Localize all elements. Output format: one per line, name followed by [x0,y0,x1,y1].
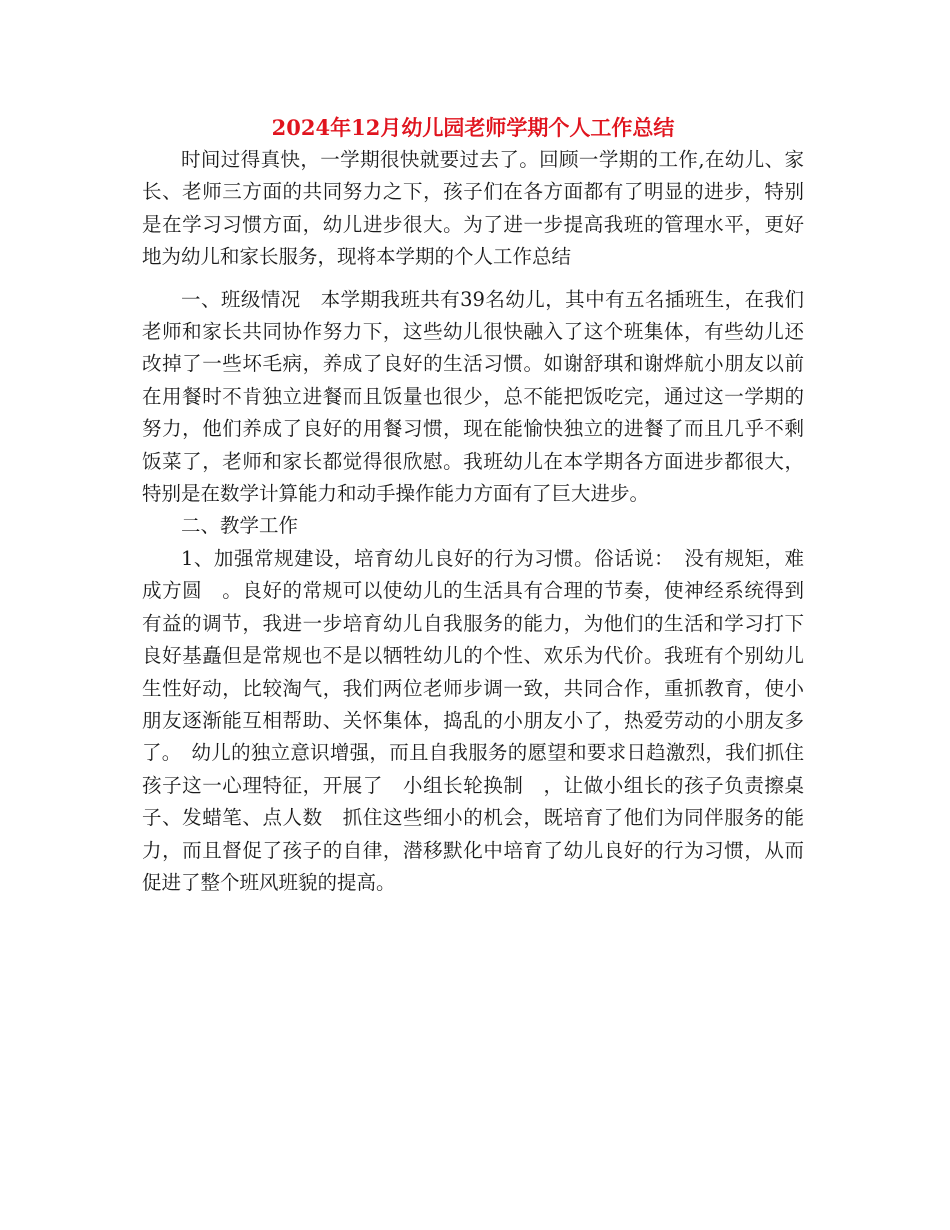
document-body [142,112,804,899]
paragraph-class-situation: 一、班级情况 本学期我班共有39名幼儿，其中有五名插班生，在我们老师和家长共同协作努力下，这些幼儿很快融入了这个班集体，有些幼儿还改掉了一些坏毛病，养成了良好的生活习惯。如谢舒琪和谢烨航小朋友以前在用餐时不肯独立进餐而且饭量也很少，总不能把饭吃完，通过这一学期的努力，他们养成了良好的用餐习惯，现在能愉快独立的进餐了而且几乎不剩饭菜了，老师和家长都觉得很欣慰。我班幼儿在本学期各方面进步都很大，特别是在数学计算能力和动手操作能力方面有了巨大进步。 [142,287,804,506]
section-heading-teaching: 二、教学工作 [181,514,299,538]
paragraph-intro: 时间过得真快，一学期很快就要过去了。回顾一学期的工作,在幼儿、家长、老师三方面的共同努力之下，孩子们在各方面都有了明显的进步，特别是在学习习惯方面，幼儿进步很大。为了进一步提高我班的管理水平，更好地为幼儿和家长服务，现将本学期的个人工作总结 [142,148,804,269]
paragraph-gap [142,274,804,284]
paragraph-routine-building: 1、加强常规建设，培育幼儿良好的行为习惯。俗话说： 没有规矩，难成方圆 。良好的常规可以使幼儿的生活具有合理的节奏，使神经系统得到有益的调节，我进一步培育幼儿自我服务的能力，为他们的生活和学习打下良好基矗但是常规也不是以牺牲幼儿的个性、欢乐为代价。我班有个别幼儿生性好动，比较淘气，我们两位老师步调一致，共同合作，重抓教育，使小朋友逐渐能互相帮助、关怀集体，捣乱的小朋友小了，热爱劳动的小朋友多了。 幼儿的独立意识增强，而且自我服务的愿望和要求日趋激烈，我们抓住孩子这一心理特征，开展了 小组长轮换制 ，让做小组长的孩子负责擦桌子、发蜡笔、点人数 抓住这些细小的机会，既培育了他们为同伴服务的能力，而且督促了孩子的自律，潜移默化中培育了幼儿良好的行为习惯，从而促进了整个班风班貌的提高。 [142,546,804,894]
document-title: 2024年12月幼儿园老师学期个人工作总结 [271,115,675,140]
